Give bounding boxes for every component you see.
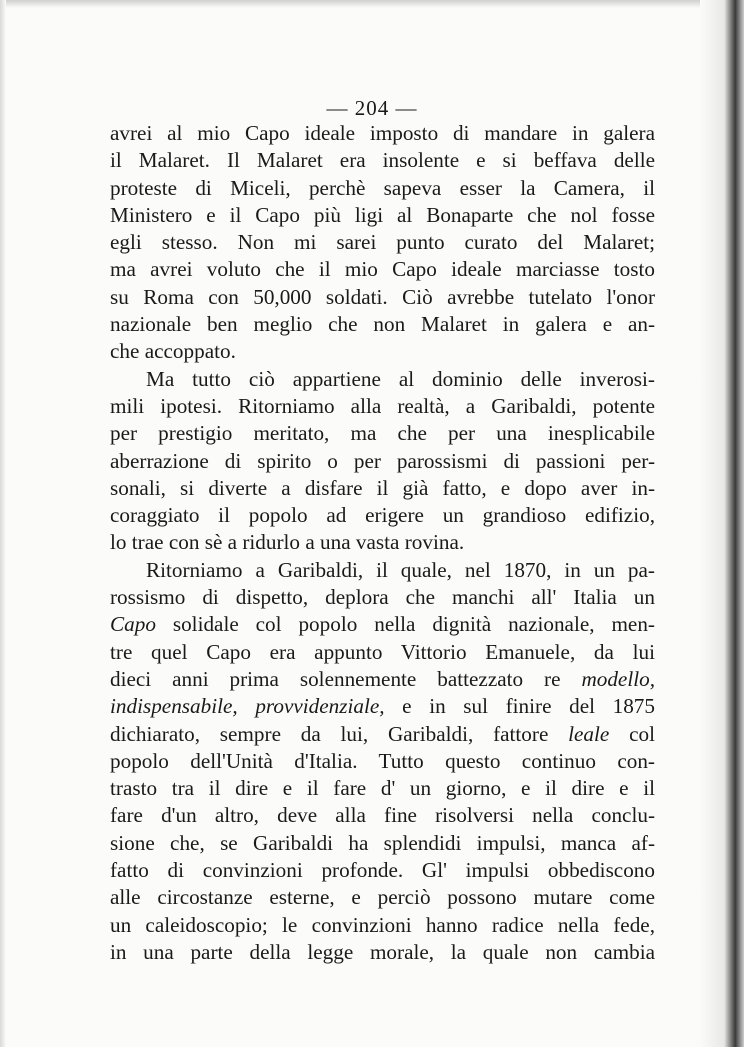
text-line bbox=[110, 775, 655, 802]
line-text: avrei al mio Capo ideale imposto di mandare in galera bbox=[110, 121, 655, 145]
text-line bbox=[110, 721, 655, 748]
line-text: coraggiato il popolo ad erigere un grandioso edifizio, bbox=[110, 503, 655, 528]
italic-text: modello, bbox=[581, 666, 655, 691]
line-text: proteste di Miceli, perchè sapeva esser la Camera, il bbox=[110, 175, 655, 200]
page-number: — 204 — bbox=[326, 96, 418, 120]
text-line bbox=[110, 802, 655, 829]
text-line bbox=[110, 393, 655, 420]
line-text: per prestigio meritato, ma che per una inesplicabile bbox=[110, 421, 655, 446]
text-line bbox=[110, 420, 655, 447]
line-text: aberrazione di spirito o per parossismi di passioni per- bbox=[110, 448, 655, 473]
text-line bbox=[110, 502, 655, 529]
text-line bbox=[110, 256, 655, 283]
line-text: in una parte della legge morale, la quale non cambia bbox=[110, 939, 655, 964]
text-line bbox=[110, 175, 655, 202]
line-text: sione che, se Garibaldi ha splendidi impulsi, manca af- bbox=[110, 830, 655, 855]
page-left-edge bbox=[0, 0, 6, 1047]
text-line bbox=[110, 912, 655, 939]
line-text: egli stesso. Non mi sarei punto curato del Malaret; bbox=[110, 230, 655, 255]
line-text: dieci anni prima solennemente battezzato re bbox=[110, 666, 582, 691]
line-text: rossismo di dispetto, deplora che manchi all' Italia un bbox=[110, 585, 655, 610]
line-text: ma avrei voluto che il mio Capo ideale marciasse tosto bbox=[110, 257, 655, 282]
line-text: Ministero e il Capo più ligi al Bonaparte che nol fosse bbox=[110, 202, 655, 227]
line-text: sonali, si diverte a disfare il già fatto, e dopo aver in- bbox=[110, 475, 655, 500]
text-line bbox=[110, 584, 655, 611]
line-text: che accoppato. bbox=[110, 339, 236, 364]
text-line bbox=[110, 311, 655, 338]
line-text: Ma tutto ciò appartiene al dominio delle inverosi- bbox=[146, 366, 655, 391]
text-line bbox=[110, 202, 655, 229]
text-line bbox=[110, 448, 655, 475]
text-line bbox=[110, 338, 655, 365]
text-line bbox=[110, 639, 655, 666]
text-line bbox=[110, 229, 655, 256]
text-line bbox=[110, 830, 655, 857]
line-text: su Roma con 50,000 soldati. Ciò avrebbe tutelato l'onor bbox=[110, 284, 655, 309]
text-line bbox=[110, 557, 655, 584]
line-text: solidale col popolo nella dignità nazionale, men- bbox=[155, 612, 655, 637]
text-line bbox=[110, 857, 655, 884]
line-text: tre quel Capo era appunto Vittorio Emanuele, da lui bbox=[110, 639, 655, 664]
text-line bbox=[110, 284, 655, 311]
page-right-edge bbox=[700, 0, 744, 1047]
line-text: lo trae con sè a ridurlo a una vasta rovina. bbox=[110, 530, 465, 555]
line-text: nazionale ben meglio che non Malaret in galera e an- bbox=[110, 312, 655, 337]
line-text: col bbox=[609, 721, 655, 746]
body-text bbox=[110, 120, 655, 966]
text-line bbox=[110, 120, 655, 147]
text-line bbox=[110, 366, 655, 393]
line-text: Ritorniamo a Garibaldi, il quale, nel 1870, in un pa- bbox=[146, 557, 655, 582]
text-line bbox=[110, 529, 655, 556]
text-line bbox=[110, 748, 655, 775]
italic-text: indispensabile, provvidenziale, bbox=[110, 694, 385, 719]
text-line bbox=[110, 666, 655, 693]
text-line bbox=[110, 611, 655, 638]
line-text: fare d'un altro, deve alla fine risolversi nella conclu- bbox=[110, 803, 655, 828]
text-line bbox=[110, 939, 655, 966]
text-line bbox=[110, 884, 655, 911]
text-line bbox=[110, 147, 655, 174]
italic-text: Capo bbox=[110, 612, 156, 637]
page-top-edge bbox=[0, 0, 744, 8]
line-text: alle circostanze esterne, e perciò possono mutare come bbox=[110, 885, 655, 910]
text-line bbox=[110, 693, 655, 720]
line-text: popolo dell'Unità d'Italia. Tutto questo continuo con- bbox=[110, 748, 655, 773]
line-text: un caleidoscopio; le convinzioni hanno radice nella fede, bbox=[110, 912, 655, 937]
line-text: trasto tra il dire e il fare d' un giorno, e il dire e il bbox=[110, 776, 655, 801]
line-text: fatto di convinzioni profonde. Gl' impulsi obbediscono bbox=[110, 858, 655, 883]
italic-text: leale bbox=[568, 721, 610, 746]
line-text: il Malaret. Il Malaret era insolente e si beffava delle bbox=[110, 148, 655, 173]
line-text: dichiarato, sempre da lui, Garibaldi, fattore bbox=[110, 721, 569, 746]
line-text: e in sul finire del 1875 bbox=[384, 694, 655, 719]
text-line bbox=[110, 475, 655, 502]
line-text: mili ipotesi. Ritorniamo alla realtà, a Garibaldi, potente bbox=[110, 393, 655, 418]
